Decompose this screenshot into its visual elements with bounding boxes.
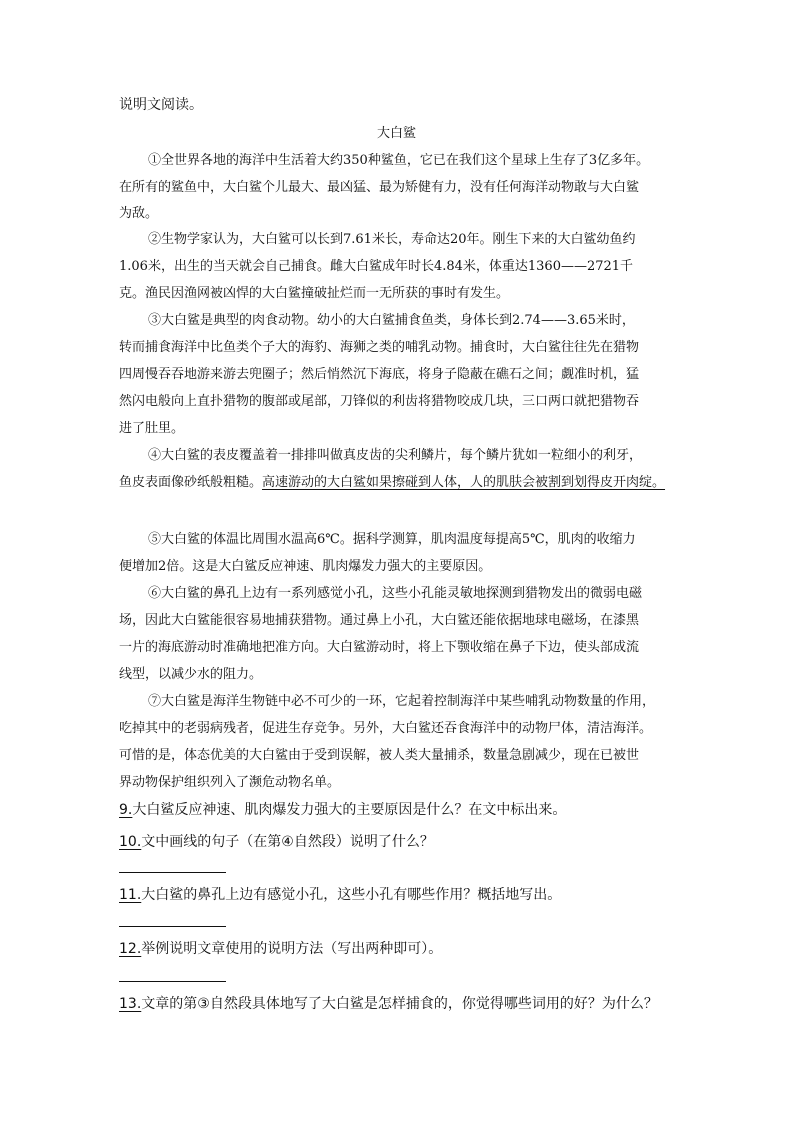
- question-10: [119, 834, 434, 850]
- article-line: ①全世界各地的海洋中生活着大约350种鲨鱼，它已在我们这个星球上生存了3亿多年。: [148, 153, 650, 168]
- question-text: 大白鲨反应神速、肌肉爆发力强大的主要原因是什么？在文中标出来。: [132, 802, 567, 818]
- question-11: [119, 887, 561, 903]
- article-line: ③大白鲨是典型的肉食动物。幼小的大白鲨捕食鱼类，身体长到2.74——3.65米时，: [148, 313, 635, 328]
- question-9: [119, 802, 566, 818]
- question-number: 13.: [119, 996, 142, 1012]
- article-line: 界动物保护组织列入了濒危动物名单。: [119, 775, 341, 790]
- article-line: ④大白鲨的表皮覆盖着一排排叫做真皮齿的尖利鳞片，每个鳞片犹如一粒细小的利牙，: [148, 448, 643, 463]
- question-13: [119, 996, 658, 1012]
- question-number: 9.: [119, 802, 133, 818]
- article-line: 1.06米，出生的当天就会自己捕食。雌大白鲨成年时长4.84米，体重达1360——2721千: [119, 259, 634, 274]
- article-line: [119, 475, 665, 491]
- answer-line[interactable]: [119, 872, 226, 873]
- question-text: 大白鲨的鼻孔上边有感觉小孔，这些小孔有哪些作用？概括地写出。: [141, 887, 562, 903]
- question-text: 举例说明文章使用的说明方法（写出两种即可）。: [141, 941, 443, 957]
- question-number: 10.: [119, 834, 142, 850]
- article-line: 克。渔民因渔网被凶悍的大白鲨撞破扯烂而一无所获的事时有发生。: [119, 286, 510, 301]
- article-line: 进了肚里。: [119, 421, 185, 436]
- article-line: 四周慢吞吞地游来游去兜圈子；然后悄然沉下海底，将身子隐蔽在礁石之间；觑准时机，猛: [119, 367, 640, 382]
- article-line: 在所有的鲨鱼中，大白鲨个儿最大、最凶猛、最为矫健有力，没有任何海洋动物敢与大白鲨: [119, 180, 640, 195]
- article-line: ②生物学家认为，大白鲨可以长到7.61米长，寿命达20年。刚生下来的大白鲨幼鱼约: [148, 232, 636, 247]
- question-text: 文章的第③自然段具体地写了大白鲨是怎样捕食的，你觉得哪些词用的好？为什么？: [141, 996, 658, 1012]
- question-12: [119, 941, 442, 957]
- article-line: 然闪电般向上直扑猎物的腹部或尾部，刀锋似的利齿将猎物咬成几块，三口两口就把猎物吞: [119, 394, 640, 409]
- question-number: 11.: [119, 887, 142, 903]
- article-line: 转而捕食海洋中比鱼类个子大的海豹、海狮之类的哺乳动物。捕食时，大白鲨往往先在猎物: [119, 340, 640, 355]
- underlined-sentence: 高速游动的大白鲨如果擦碰到人体，人的肌肤会被割到划得皮开肉绽。: [262, 475, 666, 490]
- article-line: ⑥大白鲨的鼻孔上边有一系列感觉小孔，这些小孔能灵敏地探测到猎物发出的微弱电磁: [148, 586, 643, 601]
- article-text: 鱼皮表面像砂纸般粗糙。: [119, 475, 263, 490]
- answer-line[interactable]: [119, 926, 226, 927]
- article-line: 便增加2倍。这是大白鲨反应神速、肌肉爆发力强大的主要原因。: [119, 559, 492, 574]
- article-line: ⑦大白鲨是海洋生物链中必不可少的一环，它起着控制海洋中某些哺乳动物数量的作用，: [148, 694, 656, 709]
- article-line: ⑤大白鲨的体温比周围水温高6℃。据科学测算，肌肉温度每提高5℃，肌肉的收缩力: [148, 532, 636, 547]
- question-text: 文中画线的句子（在第④自然段）说明了什么？: [141, 834, 434, 850]
- article-line: 场，因此大白鲨能很容易地捕获猎物。通过鼻上小孔，大白鲨还能依据地球电磁场，在漆黑: [119, 613, 640, 628]
- article-line: 吃掉其中的老弱病残者，促进生存竞争。另外，大白鲨还吞食海洋中的动物尸体，清洁海洋。: [119, 721, 653, 736]
- answer-line[interactable]: [119, 981, 226, 982]
- question-number: 12.: [119, 941, 142, 957]
- article-title: 大白鲨: [377, 126, 417, 141]
- section-heading: 说明文阅读。: [119, 97, 203, 113]
- article-line: 一片的海底游动时准确地把准方向。大白鲨游动时，将上下颚收缩在鼻子下边，使头部成流: [119, 640, 640, 655]
- article-line: 线型，以减少水的阻力。: [119, 667, 263, 682]
- article-line: 可惜的是，体态优美的大白鲨由于受到误解，被人类大量捕杀，数量急剧减少，现在已被世: [119, 748, 640, 763]
- article-line: 为敌。: [119, 206, 159, 221]
